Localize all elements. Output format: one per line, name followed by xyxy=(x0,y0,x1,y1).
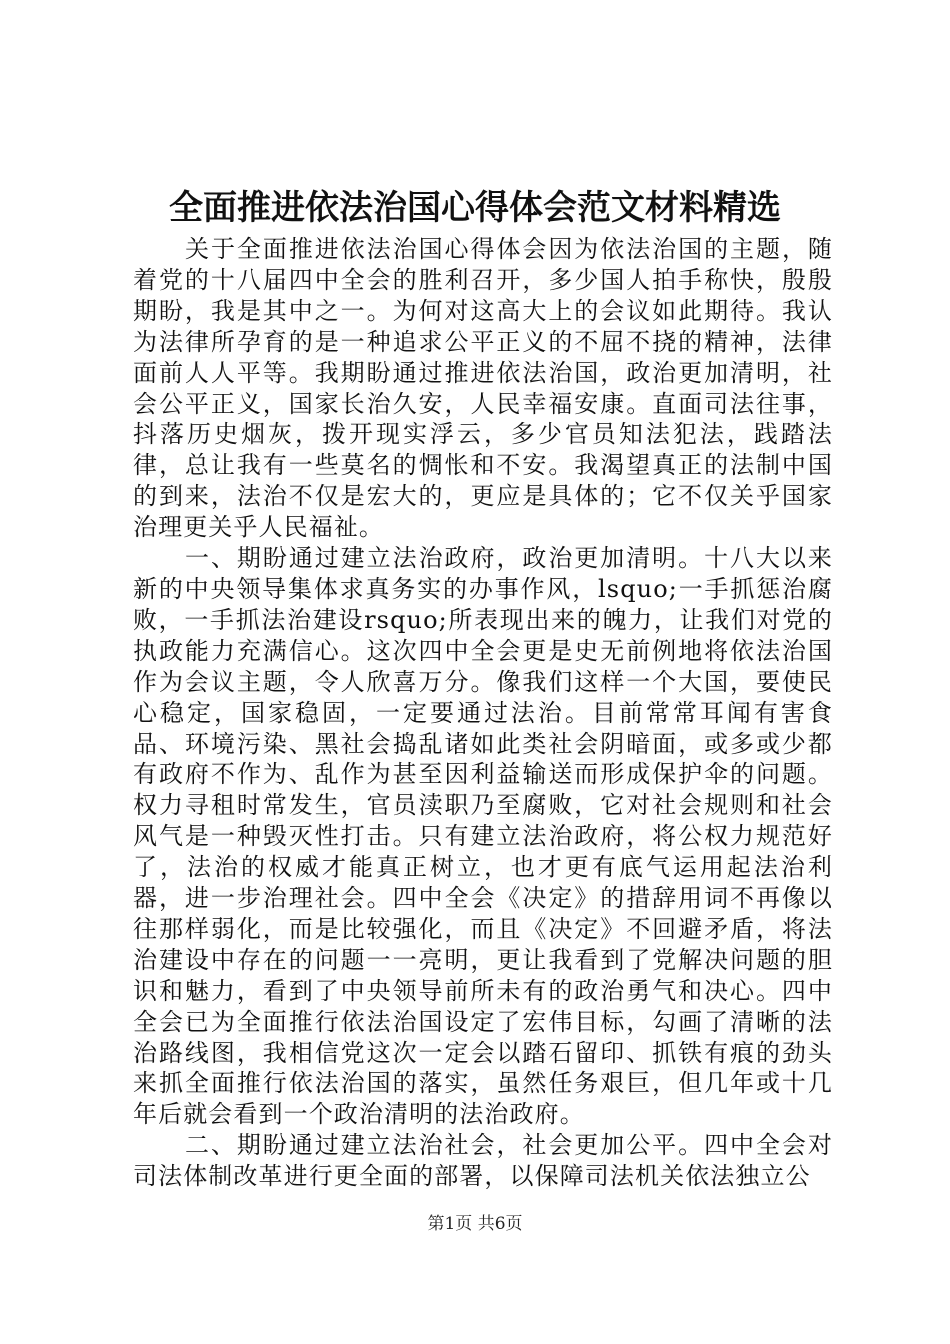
paragraph-section-one: 一、期盼通过建立法治政府，政治更加清明。十八大以来新的中央领导集体求真务实的办事作风，lsquo;一手抓惩治腐败，一手抓法治建设rsquo;所表现出来的魄力，让我们对党的执政能力充满信心。这次四中全会更是史无前例地将依法治国作为会议主题，令人欣喜万分。像我们这样一个大国，要使民心稳定，国家稳固，一定要通过法治。目前常常耳闻有害食品、环境污染、黑社会捣乱诸如此类社会阴暗面，或多或少都有政府不作为、乱作为甚至因利益输送而形成保护伞的问题。权力寻租时常发生，官员渎职乃至腐败，它对社会规则和社会风气是一种毁灭性打击。只有建立法治政府，将公权力规范好了，法治的权威才能真正树立，也才更有底气运用起法治利器，进一步治理社会。四中全会《决定》的措辞用词不再像以往那样弱化，而是比较强化，而且《决定》不回避矛盾，将法治建设中存在的问题一一亮明，更让我看到了党解决问题的胆识和魅力，看到了中央领导前所未有的政治勇气和决心。四中全会已为全面推行依法治国设定了宏伟目标，勾画了清晰的法治路线图，我相信党这次一定会以踏石留印、抓铁有痕的劲头来抓全面推行依法治国的落实，虽然任务艰巨，但几年或十几年后就会看到一个政治清明的法治政府。 xyxy=(133,544,833,1129)
paragraph-section-two: 二、期盼通过建立法治社会，社会更加公平。四中全会对司法体制改革进行更全面的部署，以保障司法机关依法独立公 xyxy=(133,1131,833,1191)
page-number-footer: 第1页 共6页 xyxy=(427,1214,523,1234)
document-body xyxy=(133,234,833,1192)
document-title: 全面推进依法治国心得体会范文材料精选 xyxy=(169,188,781,228)
paragraph-intro: 关于全面推进依法治国心得体会因为依法治国的主题，随着党的十八届四中全会的胜利召开，多少国人拍手称快，殷殷期盼，我是其中之一。为何对这高大上的会议如此期待。我认为法律所孕育的是一种追求公平正义的不屈不挠的精神，法律面前人人平等。我期盼通过推进依法治国，政治更加清明，社会公平正义，国家长治久安，人民幸福安康。直面司法往事，抖落历史烟灰，拨开现实浮云，多少官员知法犯法，践踏法律，总让我有一些莫名的惆怅和不安。我渴望真正的法制中国的到来，法治不仅是宏大的，更应是具体的；它不仅关乎国家治理更关乎人民福祉。 xyxy=(133,235,833,542)
